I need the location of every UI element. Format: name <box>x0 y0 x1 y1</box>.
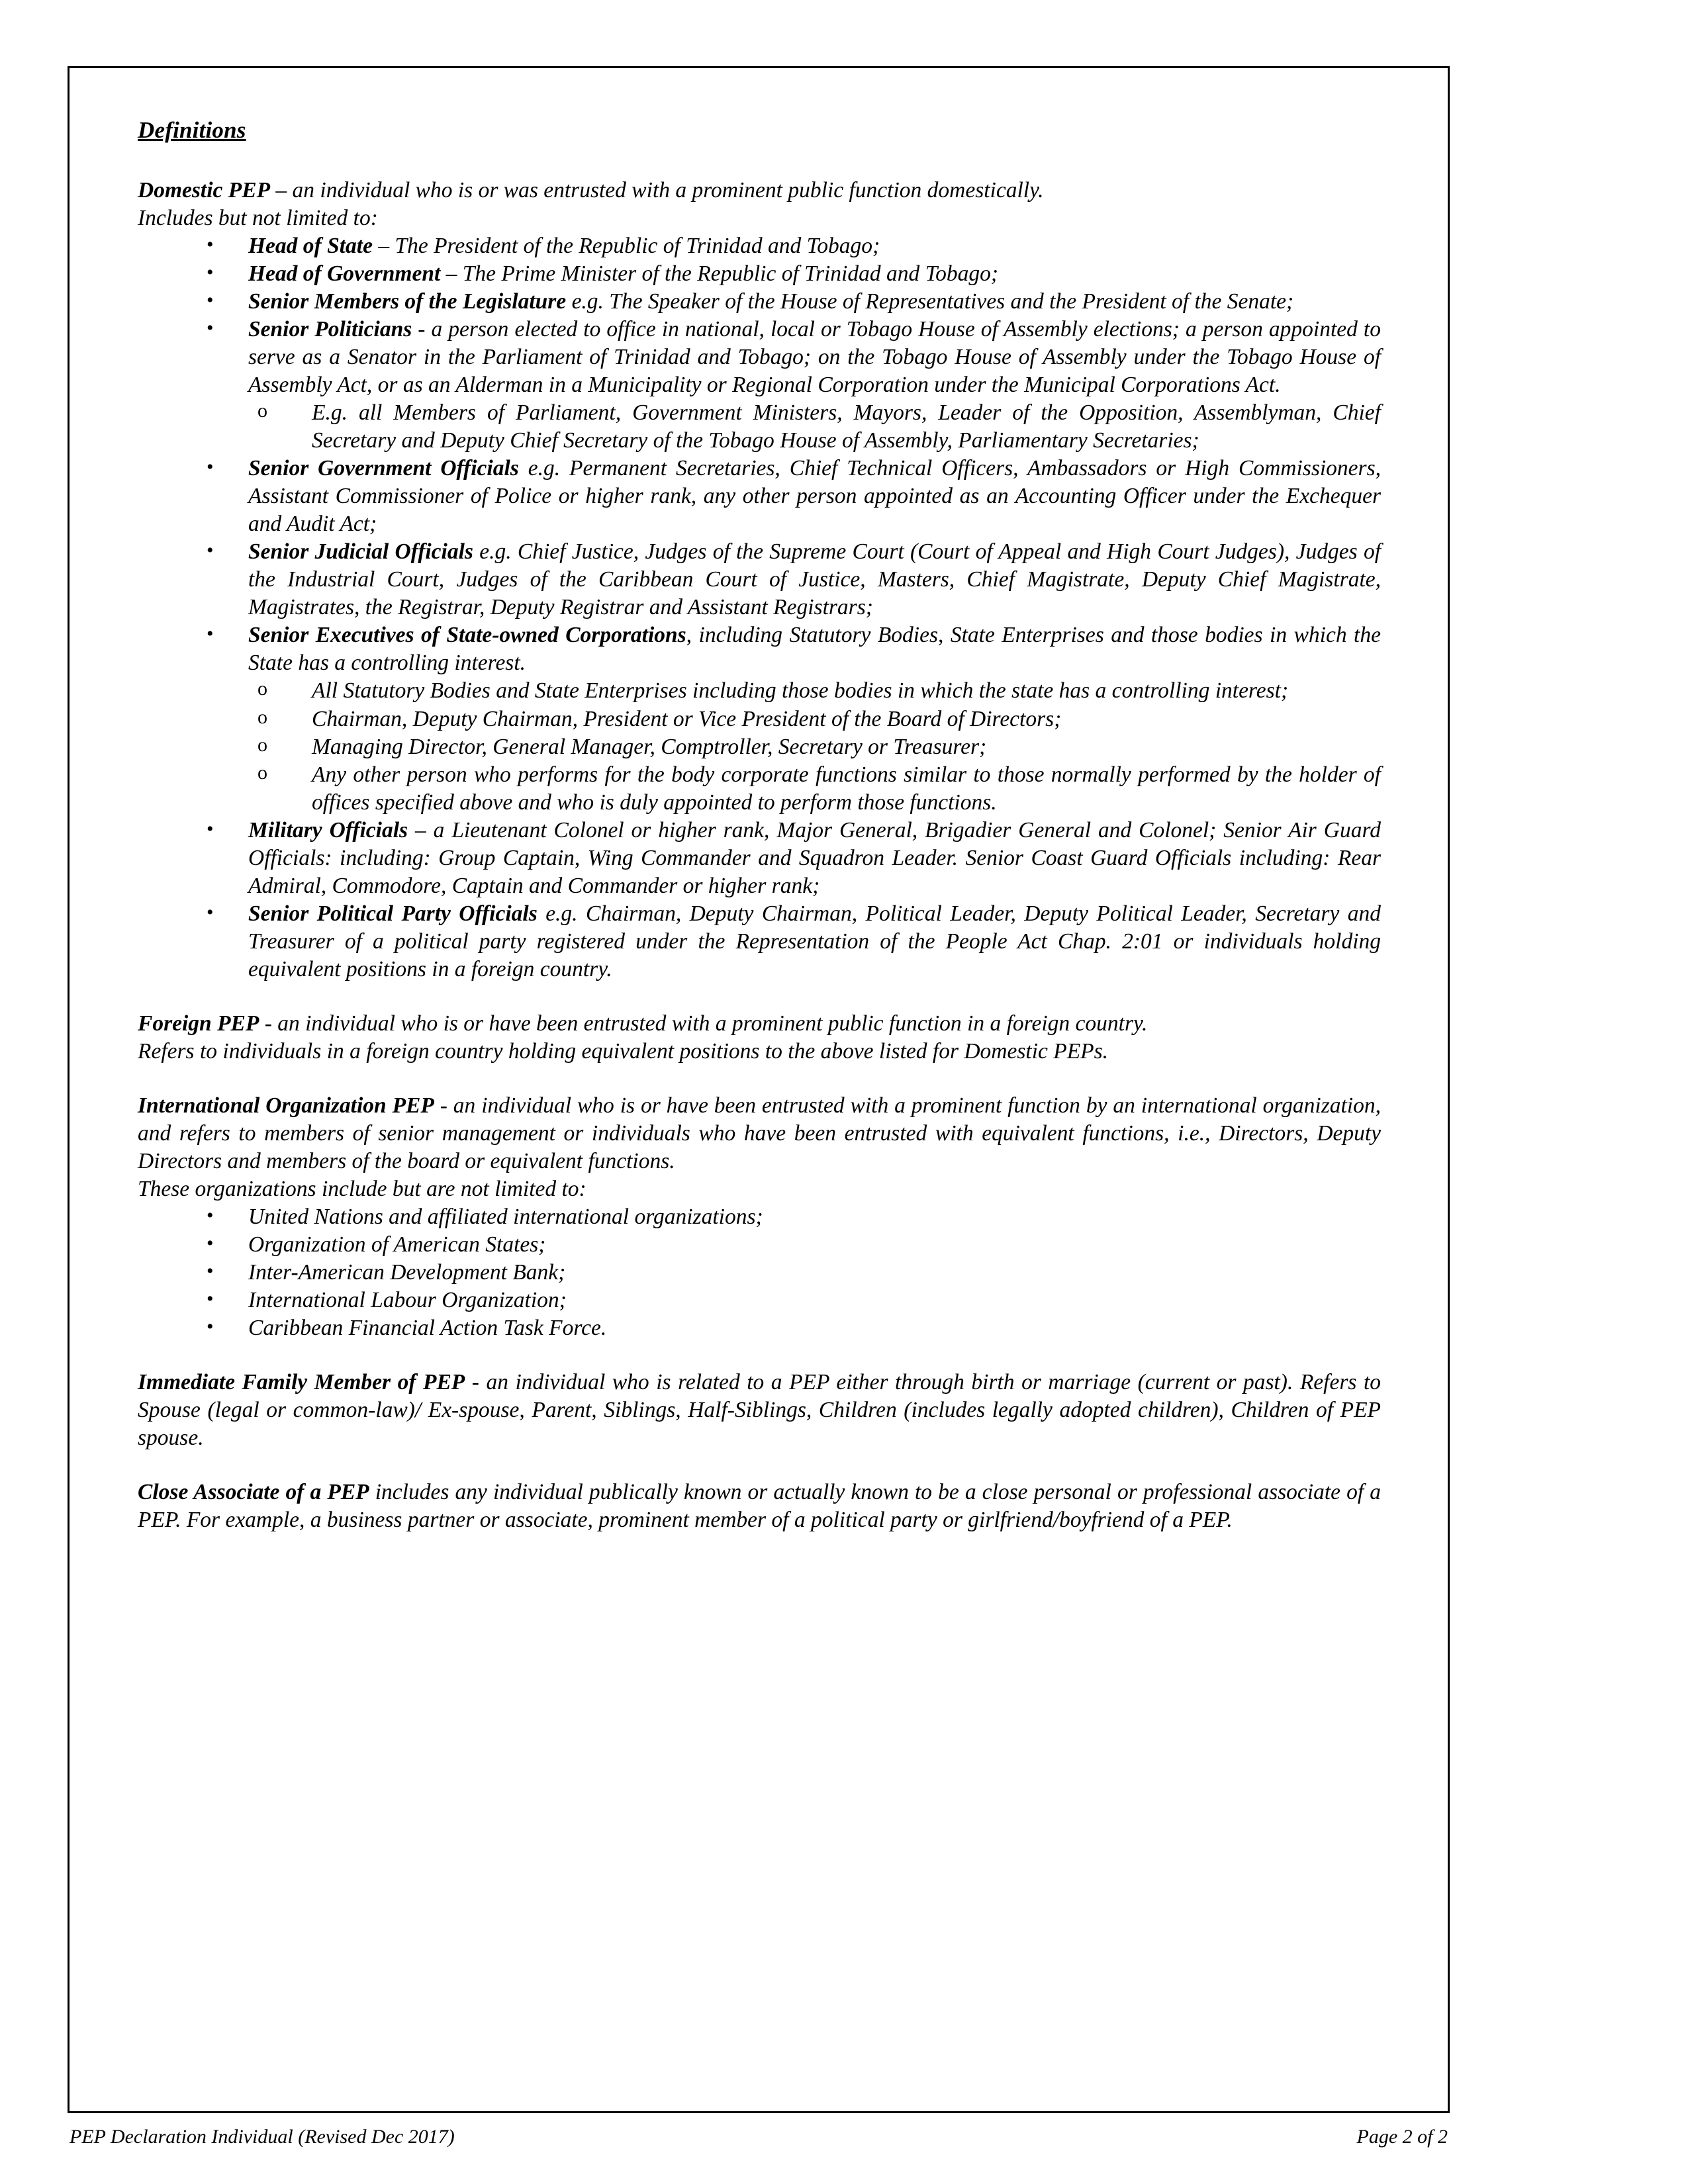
international-org-pep-term: International Organization PEP <box>138 1093 434 1118</box>
sub-item-text: All Statutory Bodies and State Enterprises including those bodies in which the state has a controlling interest; <box>312 678 1289 704</box>
term-head-of-state: Head of State <box>248 233 373 258</box>
disc-bullet-icon: • <box>207 817 214 840</box>
circle-bullet-icon: o <box>258 678 267 700</box>
international-org-pep-definition <box>138 1092 1381 1175</box>
page-footer <box>70 2126 1448 2148</box>
circle-bullet-icon: o <box>258 733 267 756</box>
sub-item-text: Managing Director, General Manager, Comptroller, Secretary or Treasurer; <box>312 734 987 759</box>
desc-military-officials: – a Lieutenant Colonel or higher rank, Major General, Brigadier General and Colonel; Senior Air Guard Officials: including: Group Captain, Wing Commander and Squadron Leader. Senior Coast Guard Officials including: Rear Admiral, Commodore, Captain and Commander or higher rank; <box>248 817 1381 898</box>
term-senior-judicial-officials: Senior Judicial Officials <box>248 539 473 565</box>
circle-bullet-icon: o <box>258 400 267 422</box>
disc-bullet-icon: • <box>207 1205 214 1227</box>
disc-bullet-icon: • <box>207 233 214 255</box>
sub-item-text: E.g. all Members of Parliament, Government Ministers, Mayors, Leader of the Opposition, Assemblyman, Chief Secretary and Deputy Chief Secretary of the Tobago House of Assembly, Parliamentary Secretaries; <box>312 400 1381 453</box>
desc-senior-government-officials: e.g. Permanent Secretaries, Chief Technical Officers, Ambassadors or High Commissioners, Assistant Commissioner of Police or higher rank, any other person appointed as an Accounting Officer under the Exchequer and Audit Act; <box>248 456 1381 537</box>
disc-bullet-icon: • <box>207 261 214 284</box>
list-item-head-of-state <box>138 232 1381 260</box>
organization-name: International Labour Organization; <box>248 1288 567 1313</box>
disc-bullet-icon: • <box>207 317 214 340</box>
list-item-senior-judicial-officials <box>138 538 1381 621</box>
disc-bullet-icon: • <box>207 1232 214 1255</box>
international-org-pep-text: - an individual who is or have been entrusted with a prominent function by an international organization, and refers to members of senior management or individuals who have been entrusted with equivalent functions, i.e., Directors, Deputy Directors and members of the board or equivalent functions. <box>138 1093 1381 1173</box>
footer-document-label: PEP Declaration Individual (Revised Dec 2017) <box>70 2126 455 2148</box>
list-item-senior-politicians <box>138 316 1381 455</box>
sub-item-text: Any other person who performs for the body corporate functions similar to those normally performed by the holder of offices specified above and who is duly appointed to perform those functions. <box>312 762 1381 815</box>
domestic-pep-definition <box>138 177 1381 205</box>
spacer <box>138 1066 1381 1092</box>
list-item-organization-american-states <box>138 1231 1381 1259</box>
list-item-united-nations <box>138 1203 1381 1231</box>
footer-page-number: Page 2 of 2 <box>1356 2126 1448 2148</box>
disc-bullet-icon: • <box>207 539 214 562</box>
domestic-pep-term: Domestic PEP <box>138 177 271 203</box>
disc-bullet-icon: • <box>207 1288 214 1310</box>
sub-list-item <box>248 677 1381 705</box>
term-senior-government-officials: Senior Government Officials <box>248 456 519 481</box>
list-item-inter-american-development-bank <box>138 1259 1381 1287</box>
spacer <box>138 1452 1381 1479</box>
international-organizations-list <box>138 1203 1381 1342</box>
term-head-of-government: Head of Government <box>248 261 441 287</box>
term-senior-executives-state-owned: Senior Executives of State-owned Corporations <box>248 623 686 648</box>
circle-bullet-icon: o <box>258 761 267 784</box>
sub-list-item <box>248 733 1381 761</box>
page-frame <box>68 66 1450 2113</box>
state-owned-sublist <box>248 677 1381 816</box>
list-item-international-labour-organization <box>138 1287 1381 1314</box>
immediate-family-member-term: Immediate Family Member of PEP <box>138 1370 465 1395</box>
disc-bullet-icon: • <box>207 901 214 923</box>
domestic-pep-text: – an individual who is or was entrusted with a prominent public function domestically. <box>270 177 1044 203</box>
spacer <box>138 1342 1381 1369</box>
organization-name: United Nations and affiliated international organizations; <box>248 1205 763 1230</box>
organization-name: Caribbean Financial Action Task Force. <box>248 1316 607 1341</box>
list-item-senior-members-legislature <box>138 288 1381 316</box>
page-title: Definitions <box>138 117 246 143</box>
term-senior-members-legislature: Senior Members of the Legislature <box>248 289 567 314</box>
close-associate-definition <box>138 1479 1381 1534</box>
page-title-wrap <box>138 116 1381 177</box>
organization-name: Inter-American Development Bank; <box>248 1260 566 1285</box>
desc-senior-executives-state-owned: , including Statutory Bodies, State Enterprises and those bodies in which the State has a controlling interest. <box>248 623 1381 676</box>
domestic-pep-list <box>138 232 1381 983</box>
list-item-military-officials <box>138 817 1381 900</box>
foreign-pep-definition <box>138 1010 1381 1038</box>
desc-senior-judicial-officials: e.g. Chief Justice, Judges of the Supreme Court (Court of Appeal and High Court Judges), Judges of the Industrial Court, Judges of the Caribbean Court of Justice, Masters, Chief Magistrate, Deputy Chief Magistrate, Magistrates, the Registrar, Deputy Registrar and Assistant Registrars; <box>248 539 1382 620</box>
desc-senior-politicians: - a person elected to office in national, local or Tobago House of Assembly elections; a person appointed to serve as a Senator in the Parliament of Trinidad and Tobago; on the Tobago House of Assembly under the Tobago House of Assembly Act, or as an Alderman in a Municipality or Regional Corporation under the Municipal Corporations Act. <box>248 317 1381 398</box>
desc-senior-members-legislature: e.g. The Speaker of the House of Representatives and the President of the Senate; <box>566 289 1294 314</box>
senior-politicians-sublist <box>248 399 1381 455</box>
domestic-pep-includes: Includes but not limited to: <box>138 205 378 230</box>
foreign-pep-note: Refers to individuals in a foreign country holding equivalent positions to the above listed for Domestic PEPs. <box>138 1038 1109 1064</box>
list-item-head-of-government <box>138 260 1381 288</box>
document-content <box>138 116 1381 1534</box>
immediate-family-member-text: - an individual who is related to a PEP either through birth or marriage (current or past). Refers to Spouse (legal or common-law)/ Ex-spouse, Parent, Siblings, Half-Siblings, Children (includes legally adopted children), Children of PEP spouse. <box>138 1370 1381 1451</box>
disc-bullet-icon: • <box>207 289 214 312</box>
spacer <box>138 983 1381 1010</box>
sub-list-item <box>248 761 1381 817</box>
sub-list-item <box>248 705 1381 733</box>
list-item-senior-political-party-officials <box>138 900 1381 983</box>
disc-bullet-icon: • <box>207 623 214 645</box>
sub-list-item <box>248 399 1381 455</box>
foreign-pep-term: Foreign PEP <box>138 1011 259 1036</box>
desc-head-of-state: – The President of the Republic of Trinidad and Tobago; <box>372 233 880 258</box>
foreign-pep-text: - an individual who is or have been entrusted with a prominent public function in a foreign country. <box>259 1011 1148 1036</box>
term-senior-politicians: Senior Politicians <box>248 317 412 342</box>
desc-senior-political-party-officials: e.g. Chairman, Deputy Chairman, Political Leader, Deputy Political Leader, Secretary and Treasurer of a political party registered under the Representation of the People Act Chap. 2:01 or individuals holding equivalent positions in a foreign country. <box>248 901 1381 981</box>
term-military-officials: Military Officials <box>248 817 408 842</box>
disc-bullet-icon: • <box>207 1316 214 1338</box>
circle-bullet-icon: o <box>258 705 267 728</box>
term-senior-political-party-officials: Senior Political Party Officials <box>248 901 538 926</box>
close-associate-text: includes any individual publically known or actually known to be a close personal or professional associate of a PEP. For example, a business partner or associate, prominent member of a political party or girlfriend/boyfriend of a PEP. <box>138 1480 1382 1533</box>
list-item-senior-executives-state-owned <box>138 621 1381 816</box>
close-associate-term: Close Associate of a PEP <box>138 1480 369 1505</box>
list-item-caribbean-financial-action-task-force <box>138 1314 1381 1342</box>
immediate-family-member-definition <box>138 1369 1381 1452</box>
international-org-pep-note: These organizations include but are not limited to: <box>138 1176 586 1201</box>
organization-name: Organization of American States; <box>248 1232 546 1257</box>
disc-bullet-icon: • <box>207 1260 214 1283</box>
list-item-senior-government-officials <box>138 455 1381 538</box>
sub-item-text: Chairman, Deputy Chairman, President or Vice President of the Board of Directors; <box>312 706 1062 731</box>
disc-bullet-icon: • <box>207 456 214 478</box>
desc-head-of-government: – The Prime Minister of the Republic of Trinidad and Tobago; <box>440 261 999 287</box>
